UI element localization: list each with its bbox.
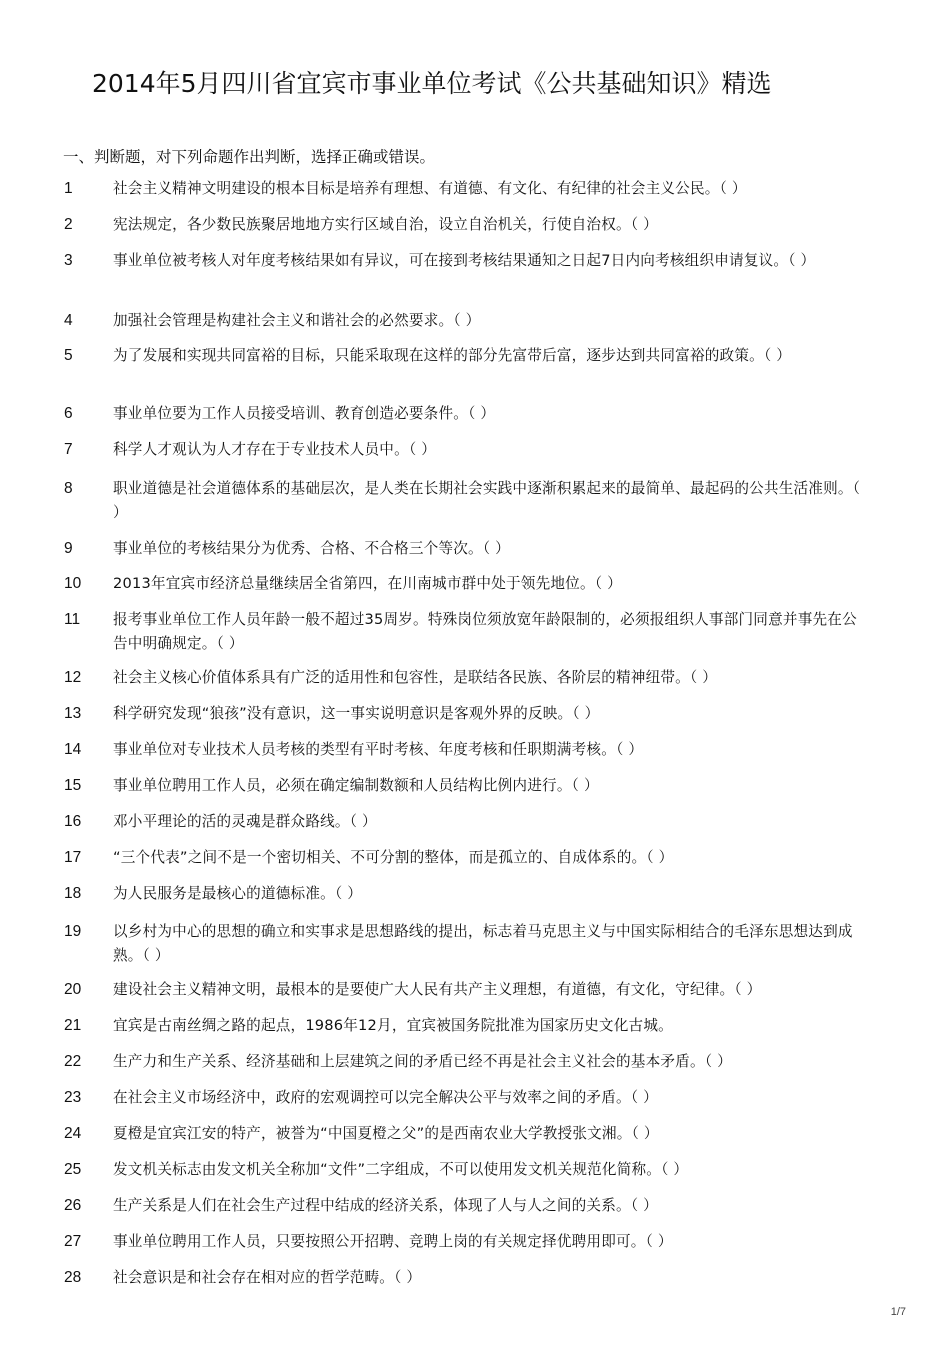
question-number: 16 — [64, 813, 82, 830]
question-number: 23 — [64, 1089, 82, 1106]
question-text: 夏橙是宜宾江安的特产，被誉为“中国夏橙之父”的是西南农业大学教授张文湘。（ ） — [113, 1125, 659, 1142]
question-text: 事业单位聘用工作人员，只要按照公开招聘、竞聘上岗的有关规定择优聘用即可。（ ） — [113, 1233, 673, 1250]
question-number: 26 — [64, 1197, 82, 1214]
section-heading: 一、判断题，对下列命题作出判断，选择正确或错误。 — [63, 148, 436, 166]
question-number: 9 — [64, 540, 73, 557]
question-number: 24 — [64, 1125, 82, 1142]
question-text: 发文机关标志由发文机关全称加“文件”二字组成，不可以使用发文机关规范化简称。（ ） — [113, 1161, 689, 1178]
question-text: 报考事业单位工作人员年龄一般不超过35周岁。特殊岗位须放宽年龄限制的，必须报组织人事部门同意并事先在公告中明确规定。（ ） — [113, 611, 857, 652]
question-number: 18 — [64, 885, 82, 902]
question-number: 19 — [64, 923, 82, 940]
question-number: 2 — [64, 216, 73, 233]
question-number: 22 — [64, 1053, 82, 1070]
page-number: 1/7 — [890, 1306, 906, 1318]
question-text: 事业单位要为工作人员接受培训、教育创造必要条件。（ ） — [113, 405, 496, 422]
question-text: 社会主义精神文明建设的根本目标是培养有理想、有道德、有文化、有纪律的社会主义公民。（ ） — [113, 180, 747, 197]
question-number: 15 — [64, 777, 82, 794]
question-text: 宜宾是古南丝绸之路的起点，1986年12月，宜宾被国务院批准为国家历史文化古城。 — [113, 1017, 673, 1034]
question-text: 职业道德是社会道德体系的基础层次，是人类在长期社会实践中逐渐积累起来的最简单、最起码的公共生活准则。（ ） — [113, 480, 861, 521]
question-text: 2013年宜宾市经济总量继续居全省第四，在川南城市群中处于领先地位。（ ） — [113, 575, 622, 592]
question-text: 事业单位被考核人对年度考核结果如有异议，可在接到考核结果通知之日起7日内向考核组织申请复议。（ ） — [113, 252, 816, 269]
question-text: 为了发展和实现共同富裕的目标，只能采取现在这样的部分先富带后富，逐步达到共同富裕的政策。（ ） — [113, 347, 792, 364]
question-text: 邓小平理论的活的灵魂是群众路线。（ ） — [113, 813, 377, 830]
question-number: 17 — [64, 849, 82, 866]
question-text: 以乡村为中心的思想的确立和实事求是思想路线的提出，标志着马克思主义与中国实际相结合的毛泽东思想达到成熟。（ ） — [113, 923, 853, 964]
question-number: 12 — [64, 669, 82, 686]
question-number: 6 — [64, 405, 73, 422]
question-text: “三个代表”之间不是一个密切相关、不可分割的整体，而是孤立的、自成体系的。（ ） — [113, 849, 674, 866]
question-number: 13 — [64, 705, 82, 722]
question-number: 20 — [64, 981, 82, 998]
question-number: 1 — [64, 180, 73, 197]
question-number: 14 — [64, 741, 82, 758]
question-text: 为人民服务是最核心的道德标准。（ ） — [113, 885, 363, 902]
question-text: 科学研究发现“狼孩”没有意识，这一事实说明意识是客观外界的反映。（ ） — [113, 705, 600, 722]
question-number: 7 — [64, 441, 73, 458]
question-text: 事业单位聘用工作人员，必须在确定编制数额和人员结构比例内进行。（ ） — [113, 777, 599, 794]
question-number: 3 — [64, 252, 73, 269]
question-number: 21 — [64, 1017, 82, 1034]
question-text: 事业单位对专业技术人员考核的类型有平时考核、年度考核和任职期满考核。（ ） — [113, 741, 644, 758]
question-text: 事业单位的考核结果分为优秀、合格、不合格三个等次。（ ） — [113, 540, 510, 557]
question-text: 宪法规定，各少数民族聚居地地方实行区域自治，设立自治机关，行使自治权。（ ） — [113, 216, 658, 233]
question-text: 在社会主义市场经济中，政府的宏观调控可以完全解决公平与效率之间的矛盾。（ ） — [113, 1089, 658, 1106]
question-text: 社会意识是和社会存在相对应的哲学范畴。（ ） — [113, 1269, 422, 1286]
question-text: 加强社会管理是构建社会主义和谐社会的必然要求。（ ） — [113, 312, 481, 329]
question-text: 社会主义核心价值体系具有广泛的适用性和包容性，是联结各民族、各阶层的精神纽带。（ ） — [113, 669, 718, 686]
question-text: 科学人才观认为人才存在于专业技术人员中。（ ） — [113, 441, 437, 458]
question-text: 生产关系是人们在社会生产过程中结成的经济关系，体现了人与人之间的关系。（ ） — [113, 1197, 658, 1214]
question-text: 生产力和生产关系、经济基础和上层建筑之间的矛盾已经不再是社会主义社会的基本矛盾。（ ） — [113, 1053, 732, 1070]
question-number: 25 — [64, 1161, 82, 1178]
document-title: 2014年5月四川省宜宾市事业单位考试《公共基础知识》精选 — [92, 69, 772, 98]
question-number: 5 — [64, 347, 73, 364]
question-number: 11 — [64, 611, 81, 628]
question-number: 27 — [64, 1233, 82, 1250]
question-number: 4 — [64, 312, 73, 329]
question-number: 28 — [64, 1269, 82, 1286]
question-text: 建设社会主义精神文明，最根本的是要使广大人民有共产主义理想，有道德，有文化，守纪律。（ ） — [113, 981, 762, 998]
question-number: 8 — [64, 480, 73, 497]
question-number: 10 — [64, 575, 82, 592]
